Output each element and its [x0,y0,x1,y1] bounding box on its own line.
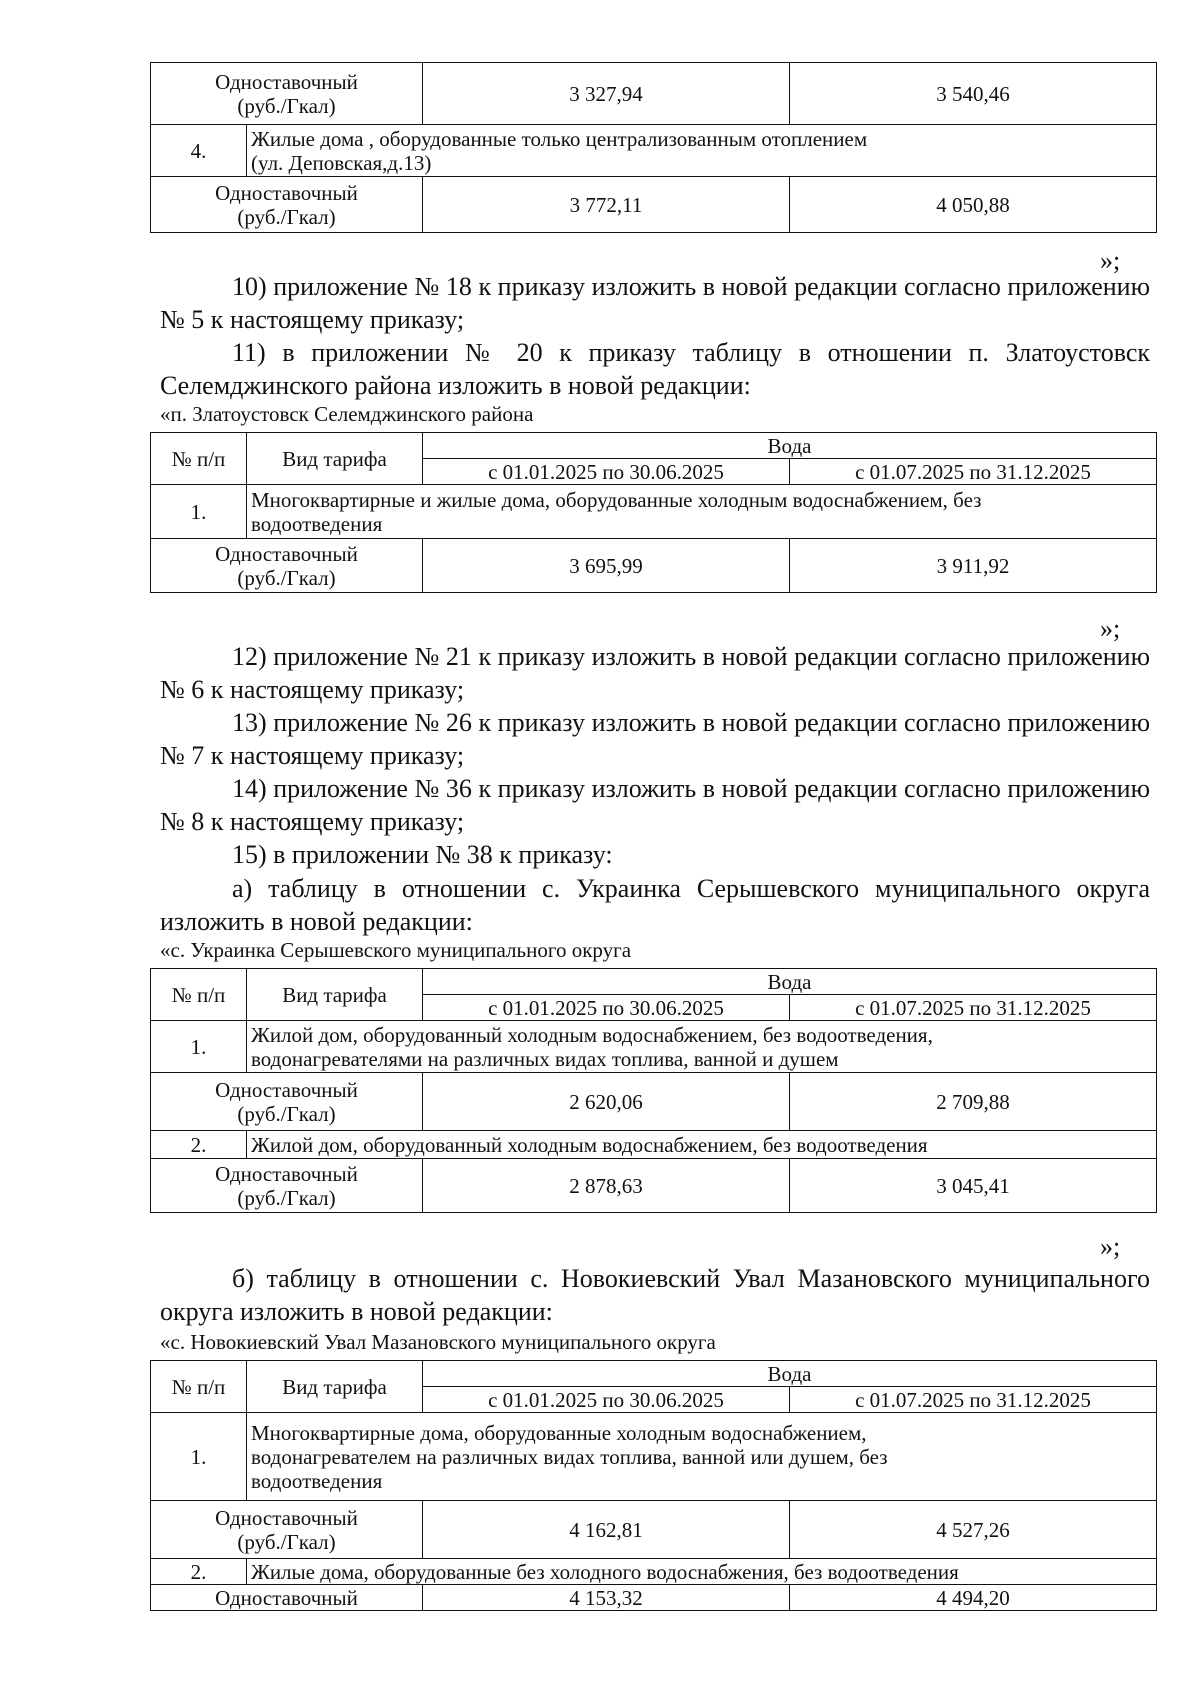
tariff-type-cell [151,63,423,125]
closing-quote: »; [1100,1232,1121,1261]
group-description-line: водонагревателем на различных видах топлива, ванной или душем, без [251,1444,888,1469]
consumer-group-row [151,485,1157,539]
col-number-header: № п/п [151,969,247,1021]
group-description-line: (ул. Деповская,д.13) [251,150,432,175]
table-caption: «с. Украинка Серышевского муниципального округа [160,938,632,962]
group-description-line: Многоквартирные и жилые дома, оборудованные холодным водоснабжением, без [251,487,982,512]
group-description-line: водоотведения [251,511,383,536]
tariff-type-cell [151,1159,423,1213]
tariff-value-period2: 3 045,41 [790,1159,1157,1213]
tariff-type-cell [151,1501,423,1559]
period1-header: с 01.01.2025 по 30.06.2025 [423,459,790,485]
tariff-value-period1: 3 772,11 [423,177,790,233]
tariff-value-period1: 3 327,94 [423,63,790,125]
tariff-unit-label: (руб./Гкал) [237,1185,336,1210]
header-row [151,969,1157,995]
tariff-type-label: Одноставочный [215,1161,358,1186]
tariff-table-ukrainka [150,968,1157,1213]
header-row [151,433,1157,459]
period2-header: с 01.07.2025 по 31.12.2025 [790,1387,1157,1413]
tariff-value-period2: 4 050,88 [790,177,1157,233]
paragraph-15: 15) в приложении № 38 к приказу: [232,840,613,869]
period1-header: с 01.01.2025 по 30.06.2025 [423,1387,790,1413]
group-description [247,485,1157,539]
tariff-unit-label: (руб./Гкал) [237,93,336,118]
group-description-line: Жилой дом, оборудованный холодным водоснабжением, без водоотведения, [251,1022,933,1047]
period2-header: с 01.07.2025 по 31.12.2025 [790,459,1157,485]
group-number: 1. [151,1021,247,1073]
tariff-row [151,539,1157,593]
tariff-type-cell [151,539,423,593]
group-description [247,1021,1157,1073]
tariff-value-period2: 2 709,88 [790,1073,1157,1131]
group-description-line: водонагревателями на различных видах топлива, ванной и душем [251,1046,839,1071]
header-row [151,1361,1157,1387]
tariff-type-cell [151,1073,423,1131]
paragraph-14: 14) приложение № 36 к приказу изложить в новой редакции согласно приложению № 8 к настоящему приказу; [160,774,1150,836]
tariff-value-period1: 4 153,32 [423,1585,790,1611]
consumer-group-row [151,1021,1157,1073]
consumer-group-row [151,1559,1157,1585]
col-tariff-type-header: Вид тарифа [247,433,423,485]
group-number: 4. [151,125,247,177]
tariff-value-period2: 4 527,26 [790,1501,1157,1559]
tariff-unit-label: (руб./Гкал) [237,1529,336,1554]
tariff-value-period1: 2 620,06 [423,1073,790,1131]
period2-header: с 01.07.2025 по 31.12.2025 [790,995,1157,1021]
tariff-row [151,1159,1157,1213]
consumer-group-row [151,1131,1157,1159]
tariff-unit-label: (руб./Гкал) [237,565,336,590]
group-description-line: Многоквартирные дома, оборудованные холодным водоснабжением, [251,1420,867,1445]
consumer-group-row [151,125,1157,177]
col-tariff-type-header: Вид тарифа [247,969,423,1021]
col-number-header: № п/п [151,433,247,485]
group-description [247,125,1157,177]
tariff-table-novokievsky-uval [150,1360,1157,1611]
col-water-header: Вода [423,969,1157,995]
col-water-header: Вода [423,1361,1157,1387]
group-number: 1. [151,1413,247,1501]
tariff-type-label: Одноставочный [215,1077,358,1102]
col-tariff-type-header: Вид тарифа [247,1361,423,1413]
tariff-value-period1: 3 695,99 [423,539,790,593]
group-description-line: Жилые дома , оборудованные только централизованным отоплением [251,126,868,151]
tariff-type-label: Одноставочный [215,180,358,205]
paragraph-13: 13) приложение № 26 к приказу изложить в новой редакции согласно приложению № 7 к настоящему приказу; [160,708,1150,770]
table-caption: «с. Новокиевский Увал Мазановского муниципального округа [160,1330,716,1354]
tariff-row [151,177,1157,233]
group-number: 2. [151,1131,247,1159]
tariff-type-label: Одноставочный [215,1505,358,1530]
group-number: 2. [151,1559,247,1585]
period1-header: с 01.01.2025 по 30.06.2025 [423,995,790,1021]
group-description [247,1413,1157,1501]
tariff-row [151,63,1157,125]
group-description: Жилые дома, оборудованные без холодного водоснабжения, без водоотведения [247,1559,1157,1585]
tariff-value-period1: 4 162,81 [423,1501,790,1559]
closing-quote: »; [1100,246,1121,275]
tariff-unit-label: (руб./Гкал) [237,204,336,229]
paragraph-15a: а) таблицу в отношении с. Украинка Серышевского муниципального округа изложить в новой редакции: [160,874,1150,936]
tariff-row [151,1501,1157,1559]
tariff-type-cell [151,177,423,233]
tariff-type-label: Одноставочный [151,1585,423,1611]
paragraph-11: 11) в приложении № 20 к приказу таблицу в отношении п. Златоустовск Селемджинского района изложить в новой редакции: [160,338,1150,400]
tariff-row [151,1585,1157,1611]
col-number-header: № п/п [151,1361,247,1413]
consumer-group-row [151,1413,1157,1501]
tariff-value-period2: 3 540,46 [790,63,1157,125]
tariff-value-period2: 3 911,92 [790,539,1157,593]
paragraph-10: 10) приложение № 18 к приказу изложить в новой редакции согласно приложению № 5 к настоящему приказу; [160,272,1150,334]
tariff-row [151,1073,1157,1131]
table-caption: «п. Златоустовск Селемджинского района [160,402,534,426]
tariff-value-period1: 2 878,63 [423,1159,790,1213]
tariff-value-period2: 4 494,20 [790,1585,1157,1611]
closing-quote: »; [1100,614,1121,643]
group-number: 1. [151,485,247,539]
col-water-header: Вода [423,433,1157,459]
paragraph-15b: б) таблицу в отношении с. Новокиевский Увал Мазановского муниципального округа изложить в новой редакции: [160,1264,1150,1326]
tariff-unit-label: (руб./Гкал) [237,1101,336,1126]
tariff-table-zlatoustovsk [150,432,1157,593]
group-description: Жилой дом, оборудованный холодным водоснабжением, без водоотведения [247,1131,1157,1159]
paragraph-12: 12) приложение № 21 к приказу изложить в новой редакции согласно приложению № 6 к настоящему приказу; [160,642,1150,704]
tariff-table-continuation [150,62,1157,233]
group-description-line: водоотведения [251,1468,383,1493]
tariff-type-label: Одноставочный [215,69,358,94]
tariff-type-label: Одноставочный [215,541,358,566]
